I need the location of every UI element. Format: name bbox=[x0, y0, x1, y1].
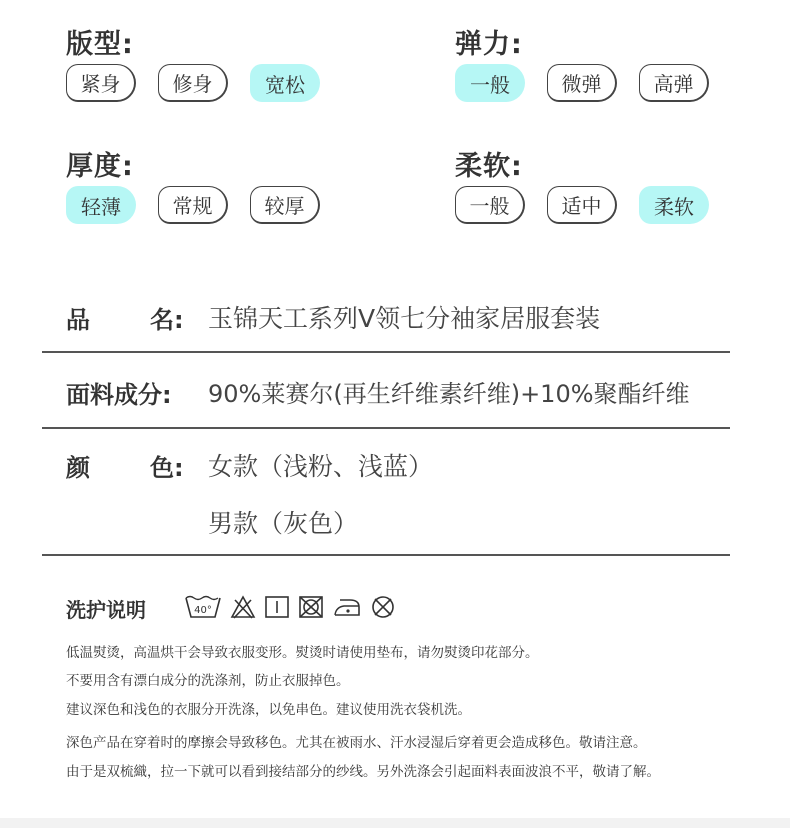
line-dry-icon bbox=[264, 594, 290, 620]
bottom-band bbox=[0, 818, 790, 828]
color-value-women: 女款（浅粉、浅蓝） bbox=[208, 452, 434, 481]
low-iron-icon bbox=[332, 594, 362, 620]
attr-options bbox=[66, 186, 320, 224]
product-name-label-1: 品 bbox=[66, 306, 90, 334]
option-chip[interactable]: 高弹 bbox=[639, 64, 709, 102]
wash-40-icon bbox=[184, 594, 222, 620]
care-title: 洗护说明 bbox=[66, 598, 146, 622]
attr-options bbox=[455, 186, 709, 224]
care-note: 深色产品在穿着时的摩擦会导致移色。尤其在被雨水、汗水浸湿后穿着更会造成移色。敬请注意。 bbox=[66, 735, 647, 751]
product-name-value: 玉锦天工系列V领七分袖家居服套装 bbox=[208, 304, 601, 333]
option-chip-selected[interactable]: 柔软 bbox=[639, 186, 709, 224]
option-chip[interactable]: 修身 bbox=[158, 64, 228, 102]
fabric-label: 面料成分: bbox=[66, 381, 172, 409]
care-note: 低温熨烫，高温烘干会导致衣服变形。熨烫时请使用垫布，请勿熨烫印花部分。 bbox=[66, 645, 539, 661]
color-label-1: 颜 bbox=[66, 454, 90, 482]
option-chip[interactable]: 较厚 bbox=[250, 186, 320, 224]
divider bbox=[42, 554, 730, 556]
no-bleach-icon bbox=[230, 594, 256, 620]
care-note: 由于是双梳織，拉一下就可以看到接结部分的纱线。另外洗涤会引起面料表面波浪不平，敬请了解。 bbox=[66, 764, 660, 780]
option-chip[interactable]: 一般 bbox=[455, 186, 525, 224]
option-chip[interactable]: 常规 bbox=[158, 186, 228, 224]
option-chip[interactable]: 紧身 bbox=[66, 64, 136, 102]
option-chip-selected[interactable]: 轻薄 bbox=[66, 186, 136, 224]
option-chip-selected[interactable]: 一般 bbox=[455, 64, 525, 102]
no-tumble-dry-icon bbox=[298, 594, 324, 620]
attr-title: 弹力: bbox=[455, 29, 523, 60]
option-chip[interactable]: 适中 bbox=[547, 186, 617, 224]
color-value-men: 男款（灰色） bbox=[208, 509, 359, 538]
fabric-value: 90%莱赛尔(再生纤维素纤维)+10%聚酯纤维 bbox=[208, 380, 690, 408]
attr-options bbox=[66, 64, 320, 102]
care-note: 不要用含有漂白成分的洗涤剂，防止衣服掉色。 bbox=[66, 673, 350, 689]
care-note: 建议深色和浅色的衣服分开洗涤，以免串色。建议使用洗衣袋机洗。 bbox=[66, 702, 471, 718]
option-chip-selected[interactable]: 宽松 bbox=[250, 64, 320, 102]
color-label-2: 色: bbox=[150, 454, 184, 482]
attr-title: 柔软: bbox=[455, 151, 523, 182]
attr-options bbox=[455, 64, 709, 102]
no-dry-clean-icon bbox=[370, 594, 396, 620]
care-icons bbox=[184, 594, 396, 620]
option-chip[interactable]: 微弹 bbox=[547, 64, 617, 102]
divider bbox=[42, 427, 730, 429]
attr-title: 版型: bbox=[66, 29, 134, 60]
attr-title: 厚度: bbox=[66, 151, 134, 182]
product-name-label-2: 名: bbox=[150, 306, 184, 334]
svg-text:40°: 40° bbox=[194, 605, 212, 616]
divider bbox=[42, 351, 730, 353]
